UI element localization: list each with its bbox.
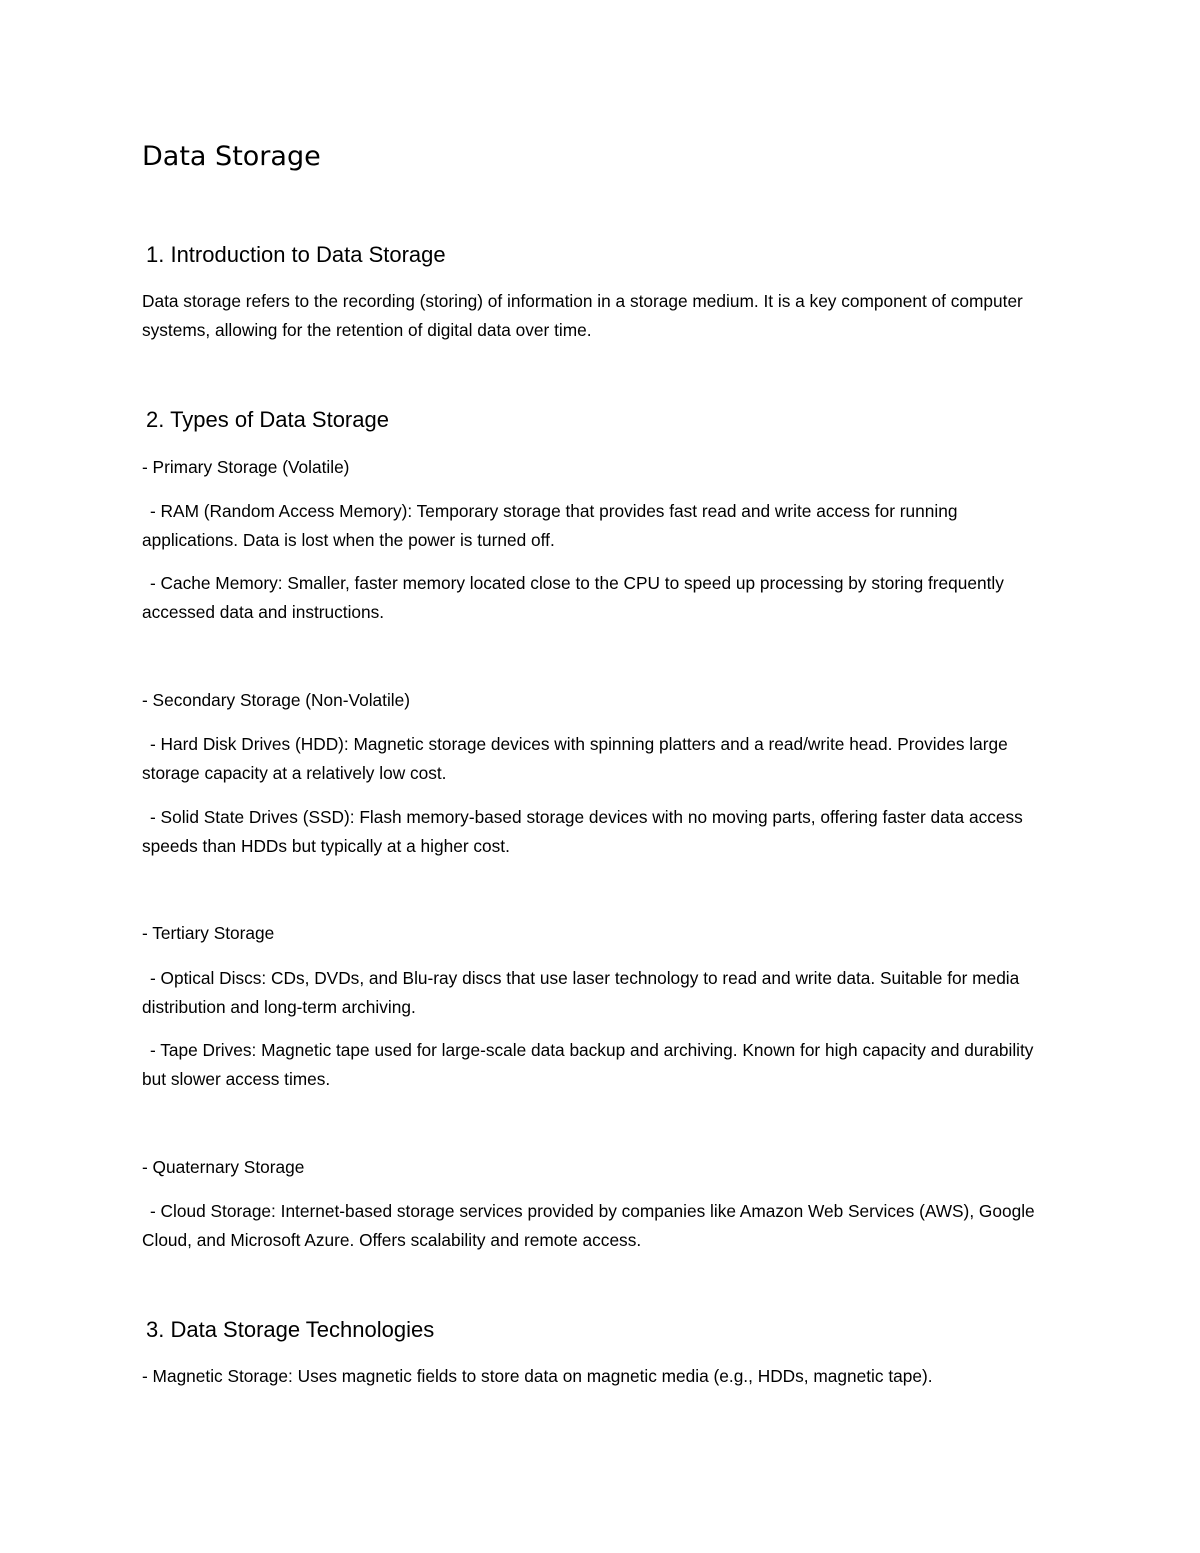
paragraph-cache-memory: - Cache Memory: Smaller, faster memory located close to the CPU to speed up processing by storing frequently accessed data and instructions. bbox=[142, 573, 1004, 622]
paragraph-ssd: - Solid State Drives (SSD): Flash memory-based storage devices with no moving parts, offering faster data access speeds than HDDs but typically at a higher cost. bbox=[142, 807, 1023, 856]
paragraph-magnetic-storage: - Magnetic Storage: Uses magnetic fields to store data on magnetic media (e.g., HDDs, magnetic tape). bbox=[142, 1366, 933, 1386]
paragraph-ram: - RAM (Random Access Memory): Temporary storage that provides fast read and write access for running applications. Data is lost when the power is turned off. bbox=[142, 501, 958, 550]
subheading-primary-storage: - Primary Storage (Volatile) bbox=[142, 457, 350, 477]
paragraph-hdd: - Hard Disk Drives (HDD): Magnetic storage devices with spinning platters and a read/write head. Provides large storage capacity at a relatively low cost. bbox=[142, 734, 1008, 783]
subheading-quaternary-storage: - Quaternary Storage bbox=[142, 1157, 305, 1177]
subheading-secondary-storage: - Secondary Storage (Non-Volatile) bbox=[142, 690, 410, 710]
section-heading-types: 2. Types of Data Storage bbox=[146, 407, 389, 432]
section-heading-technologies: 3. Data Storage Technologies bbox=[146, 1317, 435, 1342]
paragraph-optical-discs: - Optical Discs: CDs, DVDs, and Blu-ray discs that use laser technology to read and write data. Suitable for media distribution and long-term archiving. bbox=[142, 968, 1020, 1017]
document-title: Data Storage bbox=[142, 141, 321, 172]
paragraph-introduction: Data storage refers to the recording (storing) of information in a storage medium. It is a key component of computer systems, allowing for the retention of digital data over time. bbox=[142, 291, 1023, 340]
paragraph-tape-drives: - Tape Drives: Magnetic tape used for large-scale data backup and archiving. Known for high capacity and durability but slower access times. bbox=[142, 1040, 1034, 1089]
subheading-tertiary-storage: - Tertiary Storage bbox=[142, 923, 275, 943]
section-heading-introduction: 1. Introduction to Data Storage bbox=[146, 242, 446, 267]
paragraph-cloud-storage: - Cloud Storage: Internet-based storage services provided by companies like Amazon Web Services (AWS), Google Cloud, and Microsoft Azure. Offers scalability and remote access. bbox=[142, 1201, 1035, 1250]
